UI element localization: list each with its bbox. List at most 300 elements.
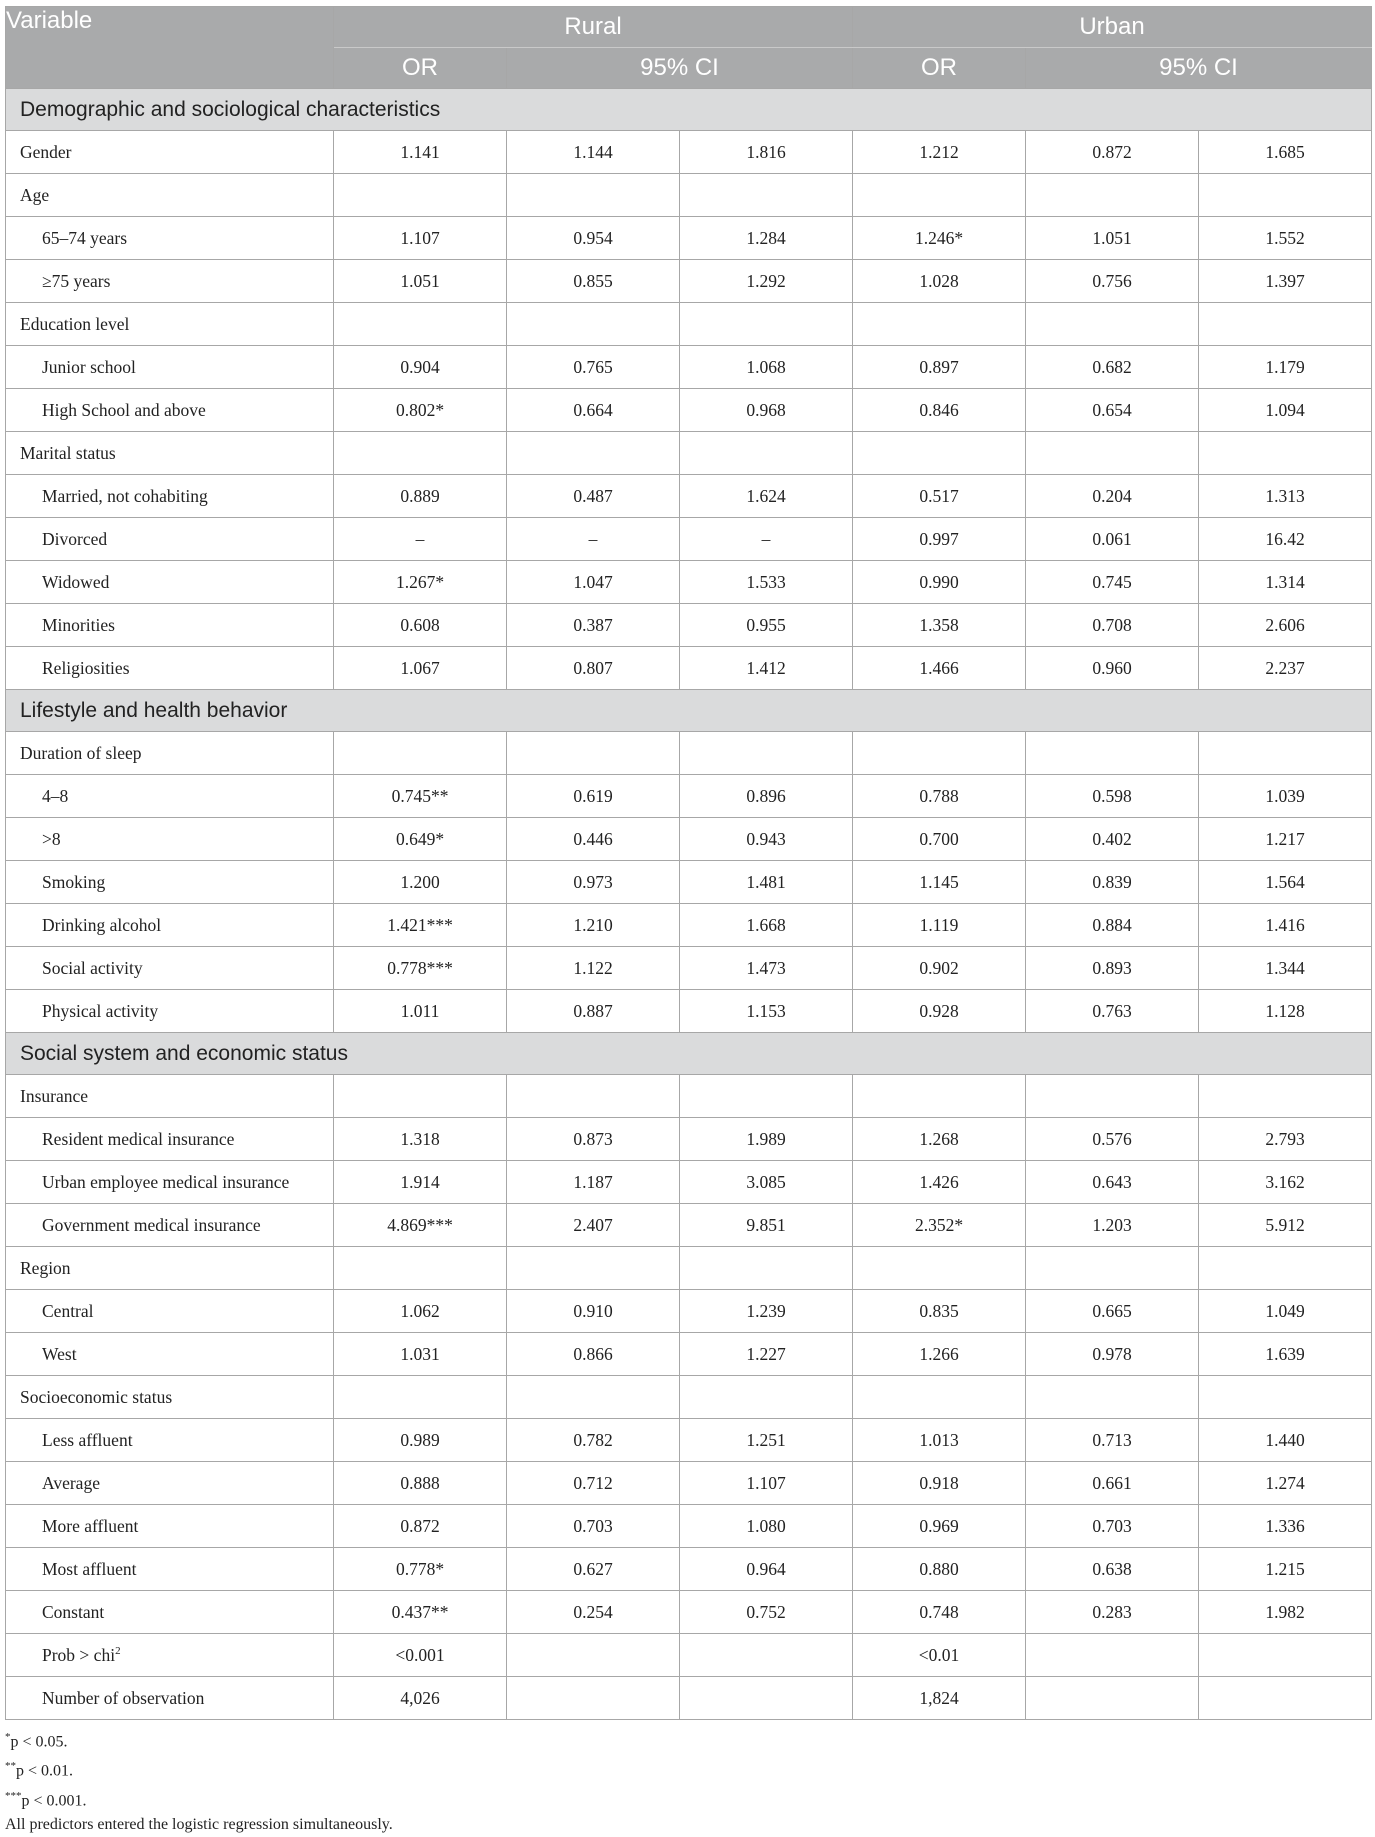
row-label-superscript: 2	[115, 1644, 121, 1657]
cell-value: 1.187	[507, 1161, 680, 1204]
section-title: Demographic and sociological characteristics	[6, 89, 1372, 131]
cell-value: 1.028	[853, 260, 1026, 303]
cell-value	[507, 1247, 680, 1290]
row-label	[6, 1118, 334, 1161]
row-label-text: Smoking	[42, 871, 106, 892]
cell-value: 2.237	[1199, 647, 1372, 690]
cell-value: 1.051	[1026, 217, 1199, 260]
cell-value: 0.713	[1026, 1419, 1199, 1462]
cell-value: 1.552	[1199, 217, 1372, 260]
table-row	[6, 1376, 1372, 1419]
cell-value: 1.989	[680, 1118, 853, 1161]
cell-value: 0.918	[853, 1462, 1026, 1505]
cell-value: 1.292	[680, 260, 853, 303]
cell-value: 0.487	[507, 475, 680, 518]
row-label-text: Divorced	[42, 528, 108, 549]
row-label	[6, 1075, 334, 1118]
cell-value: 1.426	[853, 1161, 1026, 1204]
table-row	[6, 775, 1372, 818]
cell-value: 1.416	[1199, 904, 1372, 947]
cell-value: 0.576	[1026, 1118, 1199, 1161]
cell-value: 0.703	[1026, 1505, 1199, 1548]
cell-value	[680, 303, 853, 346]
row-label-text: Marital status	[20, 442, 116, 463]
cell-value	[853, 174, 1026, 217]
cell-value	[1199, 1247, 1372, 1290]
cell-value: 0.778***	[334, 947, 507, 990]
cell-value: 0.839	[1026, 861, 1199, 904]
table-body	[6, 89, 1372, 1720]
row-label-text: Central	[42, 1300, 94, 1321]
row-label	[6, 346, 334, 389]
footnote-text: p < 0.001.	[21, 1791, 87, 1809]
row-label-text: Drinking alcohol	[42, 914, 162, 935]
table-row	[6, 1591, 1372, 1634]
cell-value: 0.402	[1026, 818, 1199, 861]
row-label-text: Number of observation	[42, 1687, 205, 1708]
cell-value: 1.145	[853, 861, 1026, 904]
cell-value: 1.668	[680, 904, 853, 947]
row-label-text: Resident medical insurance	[42, 1128, 235, 1149]
row-label-text: Urban employee medical insurance	[42, 1171, 290, 1192]
cell-value: 1.200	[334, 861, 507, 904]
cell-value: 1.624	[680, 475, 853, 518]
row-label-text: More affluent	[42, 1515, 139, 1536]
cell-value: 1.119	[853, 904, 1026, 947]
row-label-text: Prob > chi	[42, 1644, 116, 1665]
footnote	[5, 1725, 1371, 1754]
cell-value: 1.031	[334, 1333, 507, 1376]
header-urban-ci: 95% CI	[1026, 48, 1372, 89]
cell-value: 1.239	[680, 1290, 853, 1333]
cell-value	[1026, 732, 1199, 775]
cell-value	[680, 732, 853, 775]
row-label-text: Government medical insurance	[42, 1214, 261, 1235]
cell-value: –	[334, 518, 507, 561]
cell-value: 0.752	[680, 1591, 853, 1634]
cell-value: 0.682	[1026, 346, 1199, 389]
row-label	[6, 732, 334, 775]
cell-value: 0.897	[853, 346, 1026, 389]
cell-value: 0.902	[853, 947, 1026, 990]
cell-value: 1.914	[334, 1161, 507, 1204]
cell-value: 0.763	[1026, 990, 1199, 1033]
row-label-text: 65–74 years	[42, 227, 128, 248]
cell-value	[853, 1247, 1026, 1290]
row-label-text: Minorities	[42, 614, 115, 635]
row-label	[6, 1376, 334, 1419]
table-row	[6, 818, 1372, 861]
row-label-text: Married, not cohabiting	[42, 485, 208, 506]
cell-value	[334, 1376, 507, 1419]
cell-value: 16.42	[1199, 518, 1372, 561]
row-label	[6, 1505, 334, 1548]
cell-value: 0.745	[1026, 561, 1199, 604]
cell-value: <0.001	[334, 1634, 507, 1677]
cell-value: 0.866	[507, 1333, 680, 1376]
row-label-text: Constant	[42, 1601, 105, 1622]
section-header	[6, 89, 1372, 131]
cell-value: 1.047	[507, 561, 680, 604]
row-label	[6, 1204, 334, 1247]
table-row	[6, 174, 1372, 217]
row-label	[6, 904, 334, 947]
table-row	[6, 260, 1372, 303]
cell-value	[1026, 1634, 1199, 1677]
table-row	[6, 947, 1372, 990]
table-row	[6, 217, 1372, 260]
row-label	[6, 389, 334, 432]
row-label	[6, 861, 334, 904]
table-row	[6, 518, 1372, 561]
cell-value: 1.412	[680, 647, 853, 690]
cell-value: 1.274	[1199, 1462, 1372, 1505]
cell-value: 1.440	[1199, 1419, 1372, 1462]
row-label	[6, 174, 334, 217]
cell-value: 1.268	[853, 1118, 1026, 1161]
cell-value	[1026, 1075, 1199, 1118]
footnotes	[5, 1725, 1371, 1837]
cell-value: 2.407	[507, 1204, 680, 1247]
cell-value	[507, 1376, 680, 1419]
cell-value: 3.085	[680, 1161, 853, 1204]
cell-value: 0.855	[507, 260, 680, 303]
row-label	[6, 1247, 334, 1290]
cell-value: 1.203	[1026, 1204, 1199, 1247]
cell-value	[507, 174, 680, 217]
cell-value: 0.608	[334, 604, 507, 647]
row-label	[6, 1419, 334, 1462]
cell-value: 1.049	[1199, 1290, 1372, 1333]
cell-value	[680, 1677, 853, 1720]
cell-value: 0.745**	[334, 775, 507, 818]
table-row	[6, 990, 1372, 1033]
cell-value: 0.649*	[334, 818, 507, 861]
cell-value: 1.481	[680, 861, 853, 904]
cell-value	[1199, 1634, 1372, 1677]
cell-value: 0.835	[853, 1290, 1026, 1333]
cell-value: 1.013	[853, 1419, 1026, 1462]
cell-value: 1.284	[680, 217, 853, 260]
table-row	[6, 131, 1372, 174]
table-row	[6, 1118, 1372, 1161]
row-label-text: Age	[20, 184, 50, 205]
cell-value: 0.904	[334, 346, 507, 389]
cell-value: 0.928	[853, 990, 1026, 1033]
cell-value: 1.062	[334, 1290, 507, 1333]
table-row	[6, 1548, 1372, 1591]
row-label	[6, 775, 334, 818]
cell-value: 0.872	[334, 1505, 507, 1548]
cell-value: 0.807	[507, 647, 680, 690]
row-label	[6, 518, 334, 561]
row-label	[6, 1677, 334, 1720]
cell-value	[1199, 1075, 1372, 1118]
cell-value	[1026, 1376, 1199, 1419]
row-label	[6, 1634, 334, 1677]
cell-value: 0.437**	[334, 1591, 507, 1634]
cell-value: 0.661	[1026, 1462, 1199, 1505]
row-label-text: Education level	[20, 313, 130, 334]
row-label-text: Duration of sleep	[20, 742, 142, 763]
table-row	[6, 732, 1372, 775]
cell-value: 1.685	[1199, 131, 1372, 174]
table-row	[6, 561, 1372, 604]
cell-value: 1.122	[507, 947, 680, 990]
cell-value: 1.473	[680, 947, 853, 990]
row-label-text: Socioeconomic status	[20, 1386, 173, 1407]
cell-value: 0.960	[1026, 647, 1199, 690]
cell-value	[334, 174, 507, 217]
table-row	[6, 904, 1372, 947]
row-label	[6, 818, 334, 861]
cell-value: 0.712	[507, 1462, 680, 1505]
row-label-text: West	[42, 1343, 77, 1364]
table-row	[6, 1247, 1372, 1290]
cell-value	[1199, 1677, 1372, 1720]
cell-value: 0.627	[507, 1548, 680, 1591]
cell-value: 1.094	[1199, 389, 1372, 432]
cell-value	[680, 1634, 853, 1677]
cell-value	[1199, 432, 1372, 475]
cell-value: 0.873	[507, 1118, 680, 1161]
cell-value	[1199, 732, 1372, 775]
cell-value: 1.358	[853, 604, 1026, 647]
cell-value	[334, 432, 507, 475]
cell-value: 0.778*	[334, 1548, 507, 1591]
cell-value: 0.703	[507, 1505, 680, 1548]
cell-value: 0.598	[1026, 775, 1199, 818]
cell-value	[507, 732, 680, 775]
row-label-text: Social activity	[42, 957, 143, 978]
cell-value: 1.067	[334, 647, 507, 690]
cell-value: 0.700	[853, 818, 1026, 861]
cell-value: 1.313	[1199, 475, 1372, 518]
header-urban: Urban	[853, 7, 1372, 48]
row-label	[6, 217, 334, 260]
cell-value	[507, 1075, 680, 1118]
cell-value: 0.619	[507, 775, 680, 818]
cell-value	[1199, 303, 1372, 346]
table-container	[5, 6, 1371, 1837]
row-label	[6, 432, 334, 475]
table-row	[6, 346, 1372, 389]
regression-table	[5, 6, 1372, 1720]
cell-value: 1.639	[1199, 1333, 1372, 1376]
cell-value: 1.068	[680, 346, 853, 389]
cell-value: 2.352*	[853, 1204, 1026, 1247]
cell-value: 1.212	[853, 131, 1026, 174]
table-row	[6, 604, 1372, 647]
table-row	[6, 1204, 1372, 1247]
cell-value: 0.665	[1026, 1290, 1199, 1333]
table-row	[6, 389, 1372, 432]
cell-value: 2.793	[1199, 1118, 1372, 1161]
row-label	[6, 647, 334, 690]
cell-value: 1.210	[507, 904, 680, 947]
cell-value	[680, 1075, 853, 1118]
cell-value	[680, 1376, 853, 1419]
cell-value: 4.869***	[334, 1204, 507, 1247]
cell-value: 0.254	[507, 1591, 680, 1634]
row-label	[6, 131, 334, 174]
row-label	[6, 303, 334, 346]
row-label-text: Religiosities	[42, 657, 130, 678]
cell-value: 5.912	[1199, 1204, 1372, 1247]
footnote-mark: *	[5, 1731, 11, 1743]
cell-value: –	[680, 518, 853, 561]
row-label-text: Region	[20, 1257, 71, 1278]
cell-value	[507, 303, 680, 346]
cell-value: 0.888	[334, 1462, 507, 1505]
cell-value: 1.107	[334, 217, 507, 260]
row-label	[6, 947, 334, 990]
table-row	[6, 1333, 1372, 1376]
cell-value	[853, 303, 1026, 346]
cell-value: 1.318	[334, 1118, 507, 1161]
table-row	[6, 647, 1372, 690]
cell-value: 0.802*	[334, 389, 507, 432]
cell-value: 1.564	[1199, 861, 1372, 904]
header-rural: Rural	[334, 7, 853, 48]
table-row	[6, 1161, 1372, 1204]
cell-value	[853, 1376, 1026, 1419]
row-label-text: Less affluent	[42, 1429, 133, 1450]
table-row	[6, 1075, 1372, 1118]
cell-value: 1.251	[680, 1419, 853, 1462]
cell-value: 0.943	[680, 818, 853, 861]
row-label-text: High School and above	[42, 399, 206, 420]
footnote	[5, 1784, 1371, 1813]
row-label-text: Junior school	[42, 356, 136, 377]
cell-value: 0.968	[680, 389, 853, 432]
row-label	[6, 990, 334, 1033]
cell-value: 0.782	[507, 1419, 680, 1462]
row-label	[6, 1462, 334, 1505]
cell-value: 0.893	[1026, 947, 1199, 990]
footnote-text: p < 0.05.	[10, 1733, 68, 1751]
row-label	[6, 561, 334, 604]
cell-value: 2.606	[1199, 604, 1372, 647]
cell-value: 1.011	[334, 990, 507, 1033]
cell-value: 0.997	[853, 518, 1026, 561]
table-row	[6, 432, 1372, 475]
row-label-text: Widowed	[42, 571, 110, 592]
cell-value: 0.517	[853, 475, 1026, 518]
section-header	[6, 690, 1372, 732]
row-label-text: Gender	[20, 141, 72, 162]
table-row	[6, 1677, 1372, 1720]
table-row	[6, 1505, 1372, 1548]
cell-value	[680, 174, 853, 217]
cell-value	[334, 1247, 507, 1290]
cell-value: 1.217	[1199, 818, 1372, 861]
table-row	[6, 1634, 1372, 1677]
cell-value: 0.978	[1026, 1333, 1199, 1376]
cell-value: 1.533	[680, 561, 853, 604]
cell-value: 0.955	[680, 604, 853, 647]
footnote	[5, 1754, 1371, 1783]
cell-value: 1.246*	[853, 217, 1026, 260]
cell-value: 1.336	[1199, 1505, 1372, 1548]
cell-value	[853, 1075, 1026, 1118]
cell-value: 0.954	[507, 217, 680, 260]
cell-value: 0.061	[1026, 518, 1199, 561]
footnote	[5, 1813, 1371, 1837]
cell-value: –	[507, 518, 680, 561]
cell-value: 1.179	[1199, 346, 1372, 389]
cell-value: 0.638	[1026, 1548, 1199, 1591]
cell-value: <0.01	[853, 1634, 1026, 1677]
row-label	[6, 475, 334, 518]
cell-value: 4,026	[334, 1677, 507, 1720]
header-variable: Variable	[6, 7, 334, 89]
table-row	[6, 475, 1372, 518]
cell-value: 0.756	[1026, 260, 1199, 303]
cell-value	[1026, 1247, 1199, 1290]
cell-value: 0.765	[507, 346, 680, 389]
cell-value	[1026, 174, 1199, 217]
cell-value	[334, 303, 507, 346]
row-label-text: Most affluent	[42, 1558, 137, 1579]
cell-value: 0.910	[507, 1290, 680, 1333]
cell-value: 0.846	[853, 389, 1026, 432]
cell-value: 1.051	[334, 260, 507, 303]
cell-value: 0.880	[853, 1548, 1026, 1591]
table-row	[6, 861, 1372, 904]
row-label-text: Physical activity	[42, 1000, 159, 1021]
cell-value	[1199, 1376, 1372, 1419]
row-label	[6, 1591, 334, 1634]
cell-value	[1026, 303, 1199, 346]
cell-value: 0.387	[507, 604, 680, 647]
cell-value: 1.141	[334, 131, 507, 174]
cell-value: 1.344	[1199, 947, 1372, 990]
cell-value: 0.969	[853, 1505, 1026, 1548]
cell-value: 1.816	[680, 131, 853, 174]
cell-value	[334, 1075, 507, 1118]
cell-value: 0.748	[853, 1591, 1026, 1634]
row-label	[6, 604, 334, 647]
cell-value: 0.889	[334, 475, 507, 518]
row-label-text: Average	[42, 1472, 100, 1493]
table-row	[6, 1419, 1372, 1462]
cell-value: 1.215	[1199, 1548, 1372, 1591]
cell-value: 1.421***	[334, 904, 507, 947]
header-rural-ci: 95% CI	[507, 48, 853, 89]
row-label	[6, 1290, 334, 1333]
row-label	[6, 1161, 334, 1204]
cell-value: 9.851	[680, 1204, 853, 1247]
cell-value: 1.266	[853, 1333, 1026, 1376]
cell-value: 1,824	[853, 1677, 1026, 1720]
cell-value	[853, 432, 1026, 475]
cell-value: 1.397	[1199, 260, 1372, 303]
cell-value: 1.128	[1199, 990, 1372, 1033]
cell-value	[507, 1677, 680, 1720]
row-label-text: 4–8	[42, 785, 69, 806]
section-title: Lifestyle and health behavior	[6, 690, 1372, 732]
footnote-text: p < 0.01.	[16, 1762, 74, 1780]
cell-value: 0.896	[680, 775, 853, 818]
cell-value: 1.144	[507, 131, 680, 174]
cell-value: 0.990	[853, 561, 1026, 604]
row-label	[6, 1548, 334, 1591]
cell-value: 1.227	[680, 1333, 853, 1376]
row-label-text: ≥75 years	[42, 270, 111, 291]
section-header	[6, 1033, 1372, 1075]
cell-value: 1.153	[680, 990, 853, 1033]
